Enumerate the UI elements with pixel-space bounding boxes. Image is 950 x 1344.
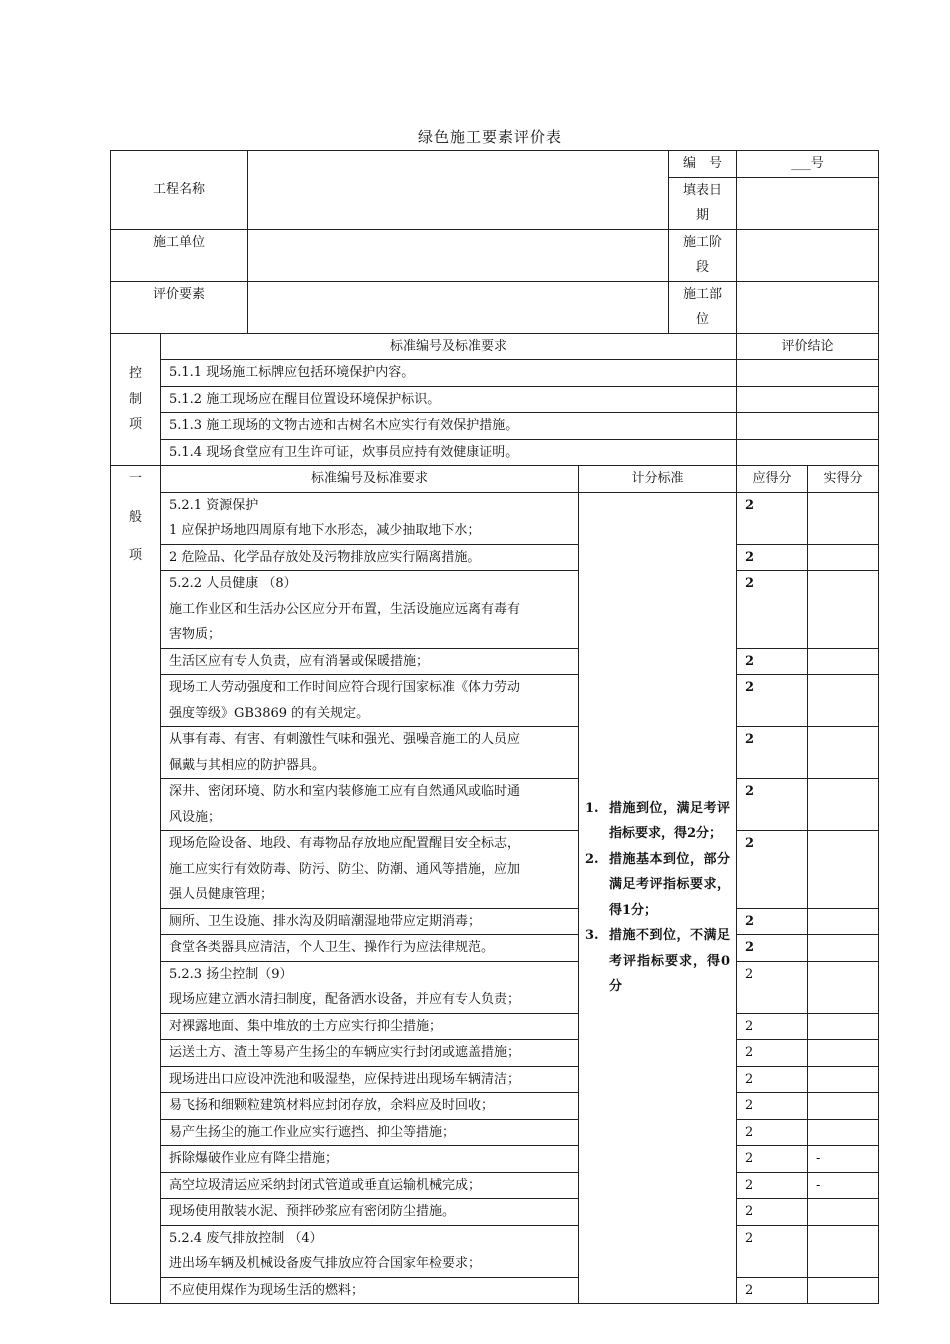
general-item-requirement	[161, 571, 579, 649]
criteria-text: 措施不到位，不满足考评指标要求，得0分	[609, 928, 731, 995]
requirement-line: 风设施；	[169, 809, 222, 825]
control-conclusion-cell[interactable]	[737, 386, 879, 413]
table-body	[111, 151, 879, 1304]
actual-score[interactable]	[808, 831, 879, 909]
due-score: 2	[737, 571, 808, 649]
general-item-row	[111, 779, 879, 831]
control-item: 5.1.2 施工现场应在醒目位置设环境保护标识。	[161, 386, 737, 413]
due-score-header: 应得分	[737, 466, 808, 493]
control-conclusion-cell[interactable]	[737, 360, 879, 387]
requirement-line: 不应使用煤作为现场生活的燃料；	[169, 1282, 365, 1298]
requirement-line: 对裸露地面、集中堆放的土方应实行抑尘措施；	[169, 1018, 443, 1034]
criteria-number: 3.	[585, 928, 599, 944]
general-item-requirement	[161, 779, 579, 831]
side-char: 一	[128, 471, 142, 486]
criteria-number: 1.	[585, 800, 599, 816]
general-item-requirement	[161, 1199, 579, 1226]
construction-unit-label: 施工单位	[111, 229, 248, 281]
criteria-text: 措施基本到位，部分满足考评指标要求，得1分；	[609, 851, 731, 918]
general-item-row	[111, 1172, 879, 1199]
general-criteria-header: 计分标准	[579, 466, 737, 493]
due-score: 2	[737, 935, 808, 962]
general-item-requirement	[161, 935, 579, 962]
requirement-line: 拆除爆破作业应有降尘措施；	[169, 1151, 339, 1166]
requirement-line: 强度等级》GB3869 的有关规定。	[169, 705, 370, 721]
general-item-row	[111, 935, 879, 962]
due-score: 2	[737, 492, 808, 544]
actual-score-header: 实得分	[808, 466, 879, 493]
requirement-line: 害物质；	[169, 627, 222, 642]
due-score: 2	[737, 1040, 808, 1067]
actual-score[interactable]	[808, 1040, 879, 1067]
general-item-row	[111, 727, 879, 779]
side-char: 项	[128, 417, 142, 432]
control-requirement-header: 标准编号及标准要求	[161, 333, 737, 360]
general-item-row	[111, 1199, 879, 1226]
due-score: 2	[737, 1066, 808, 1093]
actual-score[interactable]	[808, 648, 879, 675]
general-item-row	[111, 1119, 879, 1146]
actual-score[interactable]	[808, 1277, 879, 1304]
general-item-requirement	[161, 831, 579, 909]
due-score: 2	[737, 1013, 808, 1040]
requirement-line: 2 危险品、化学品存放处及污物排放应实行隔离措施。	[169, 549, 481, 565]
general-item-requirement	[161, 727, 579, 779]
general-item-requirement	[161, 961, 579, 1013]
general-item-requirement	[161, 1225, 579, 1277]
requirement-line: 5.2.3 扬尘控制（9）	[169, 966, 293, 982]
general-item-row	[111, 1277, 879, 1304]
actual-score[interactable]	[808, 544, 879, 571]
requirement-line: 1 应保护场地四周原有地下水形态，减少抽取地下水；	[169, 523, 481, 538]
control-item: 5.1.3 施工现场的文物古迹和古树名木应实行有效保护措施。	[161, 413, 737, 440]
construction-unit-field[interactable]	[248, 229, 669, 281]
due-score: 2	[737, 727, 808, 779]
due-score: 2	[737, 544, 808, 571]
actual-score[interactable]	[808, 1066, 879, 1093]
control-conclusion-cell[interactable]	[737, 439, 879, 466]
due-score: 2	[737, 1277, 808, 1304]
requirement-line: 现场应建立洒水清扫制度，配备洒水设备，并应有专人负责；	[169, 992, 521, 1007]
due-score: 2	[737, 1172, 808, 1199]
due-score: 2	[737, 1225, 808, 1277]
requirement-line: 5.2.2 人员健康 （8）	[169, 576, 297, 591]
due-score: 2	[737, 1146, 808, 1173]
requirement-line: 食堂各类器具应清洁，个人卫生、操作行为应法律规范。	[169, 940, 495, 955]
general-item-row	[111, 961, 879, 1013]
due-score: 2	[737, 675, 808, 727]
criteria-item	[585, 847, 730, 924]
fill-date-label: 填表日期	[669, 177, 737, 229]
criteria-item	[585, 796, 730, 847]
actual-score[interactable]	[808, 779, 879, 831]
requirement-line: 现场工人劳动强度和工作时间应符合现行国家标准《体力劳动	[169, 680, 521, 695]
evaluation-element-label: 评价要素	[111, 281, 248, 333]
requirement-line: 现场使用散装水泥、预拌砂浆应有密闭防尘措施。	[169, 1204, 456, 1219]
actual-score[interactable]	[808, 675, 879, 727]
requirement-line: 易产生扬尘的施工作业应实行遮挡、抑尘等措施；	[169, 1124, 456, 1140]
actual-score[interactable]	[808, 1225, 879, 1277]
side-char: 般	[128, 509, 142, 525]
requirement-line: 强人员健康管理；	[169, 887, 274, 902]
general-item-row	[111, 1066, 879, 1093]
general-item-row	[111, 571, 879, 649]
due-score: 2	[737, 1199, 808, 1226]
general-item-row	[111, 492, 879, 544]
number-field[interactable]: ___号	[737, 151, 879, 178]
requirement-line: 易飞扬和细颗粒建筑材料应封闭存放，余料应及时回收；	[169, 1098, 495, 1113]
criteria-text: 措施到位，满足考评指标要求，得2分；	[609, 800, 731, 842]
control-conclusion-header: 评价结论	[737, 333, 879, 360]
requirement-line: 深井、密闭环境、防水和室内装修施工应有自然通风或临时通	[169, 784, 521, 799]
general-item-requirement	[161, 1172, 579, 1199]
general-item-row	[111, 1040, 879, 1067]
scoring-criteria	[579, 492, 737, 1304]
requirement-line: 生活区应有专人负责，应有消暑或保暖措施；	[169, 653, 430, 669]
requirement-line: 运送土方、渣土等易产生扬尘的车辆应实行封闭或遮盖措施；	[169, 1045, 521, 1060]
actual-score[interactable]	[808, 1013, 879, 1040]
due-score: 2	[737, 648, 808, 675]
general-item-requirement	[161, 1146, 579, 1173]
project-name-label: 工程名称	[111, 151, 248, 230]
requirement-line: 现场进出口应设冲洗池和吸湿垫，应保持进出现场车辆清洁；	[169, 1071, 521, 1087]
requirement-line: 高空垃圾清运应采纳封闭式管道或垂直运输机械完成；	[169, 1177, 482, 1193]
actual-score[interactable]	[808, 571, 879, 649]
due-score: 2	[737, 779, 808, 831]
construction-stage-field[interactable]	[737, 229, 879, 281]
project-name-field[interactable]	[248, 151, 669, 230]
general-item-requirement	[161, 675, 579, 727]
general-item-requirement	[161, 1093, 579, 1120]
actual-score[interactable]: -	[808, 1146, 879, 1173]
general-item-row	[111, 1013, 879, 1040]
criteria-item	[585, 923, 730, 1000]
general-item-requirement	[161, 1277, 579, 1304]
actual-score[interactable]	[808, 935, 879, 962]
control-item: 5.1.1 现场施工标牌应包括环境保护内容。	[161, 360, 737, 387]
requirement-line: 从事有毒、有害、有刺激性气味和强光、强噪音施工的人员应	[169, 732, 521, 747]
requirement-line: 厕所、卫生设施、排水沟及阴暗潮湿地带应定期消毒；	[169, 913, 482, 929]
general-item-requirement	[161, 492, 579, 544]
general-item-requirement	[161, 1119, 579, 1146]
general-item-row	[111, 544, 879, 571]
general-item-row	[111, 831, 879, 909]
requirement-line: 5.2.4 废气排放控制 （4）	[169, 1230, 323, 1246]
criteria-number: 2.	[585, 851, 599, 867]
requirement-line: 施工应实行有效防毒、防污、防尘、防潮、通风等措施，应加	[169, 861, 521, 877]
general-item-row	[111, 1093, 879, 1120]
actual-score[interactable]: -	[808, 1172, 879, 1199]
evaluation-element-field[interactable]	[248, 281, 669, 333]
general-item-requirement	[161, 648, 579, 675]
actual-score[interactable]	[808, 1119, 879, 1146]
general-requirement-header: 标准编号及标准要求	[161, 466, 579, 493]
general-item-requirement	[161, 1066, 579, 1093]
general-item-row	[111, 648, 879, 675]
side-char: 项	[128, 547, 142, 563]
actual-score[interactable]	[808, 727, 879, 779]
side-char: 制	[128, 391, 142, 407]
control-items-side-label	[111, 333, 161, 466]
actual-score[interactable]	[808, 492, 879, 544]
actual-score[interactable]	[808, 961, 879, 1013]
requirement-line: 佩戴与其相应的防护器具。	[169, 757, 326, 773]
general-item-requirement	[161, 1040, 579, 1067]
general-item-row	[111, 908, 879, 935]
evaluation-table	[110, 150, 879, 1304]
control-item: 5.1.4 现场食堂应有卫生许可证，炊事员应持有效健康证明。	[161, 439, 737, 466]
general-item-row	[111, 1225, 879, 1277]
construction-part-field[interactable]	[737, 281, 879, 333]
due-score: 2	[737, 961, 808, 1013]
actual-score[interactable]	[808, 908, 879, 935]
number-label: 编 号	[669, 151, 737, 178]
actual-score[interactable]	[808, 1199, 879, 1226]
general-item-requirement	[161, 1013, 579, 1040]
requirement-line: 5.2.1 资源保护	[169, 497, 259, 513]
side-char: 控	[128, 366, 142, 381]
general-item-requirement	[161, 544, 579, 571]
control-conclusion-cell[interactable]	[737, 413, 879, 440]
general-item-requirement	[161, 908, 579, 935]
due-score: 2	[737, 908, 808, 935]
requirement-line: 现场危险设备、地段、有毒物品存放地应配置醒目安全标志，	[169, 836, 521, 851]
requirement-line: 施工作业区和生活办公区应分开布置，生活设施应远离有毒有	[169, 601, 521, 617]
general-items-side-label	[111, 466, 161, 1304]
general-item-row	[111, 1146, 879, 1173]
actual-score[interactable]	[808, 1093, 879, 1120]
due-score: 2	[737, 1119, 808, 1146]
construction-part-label: 施工部位	[669, 281, 737, 333]
fill-date-field[interactable]	[737, 177, 879, 229]
form-title: 绿色施工要素评价表	[417, 128, 562, 146]
general-item-row	[111, 675, 879, 727]
requirement-line: 进出场车辆及机械设备废气排放应符合国家年检要求；	[169, 1256, 482, 1271]
construction-stage-label: 施工阶段	[669, 229, 737, 281]
due-score: 2	[737, 1093, 808, 1120]
due-score: 2	[737, 831, 808, 909]
